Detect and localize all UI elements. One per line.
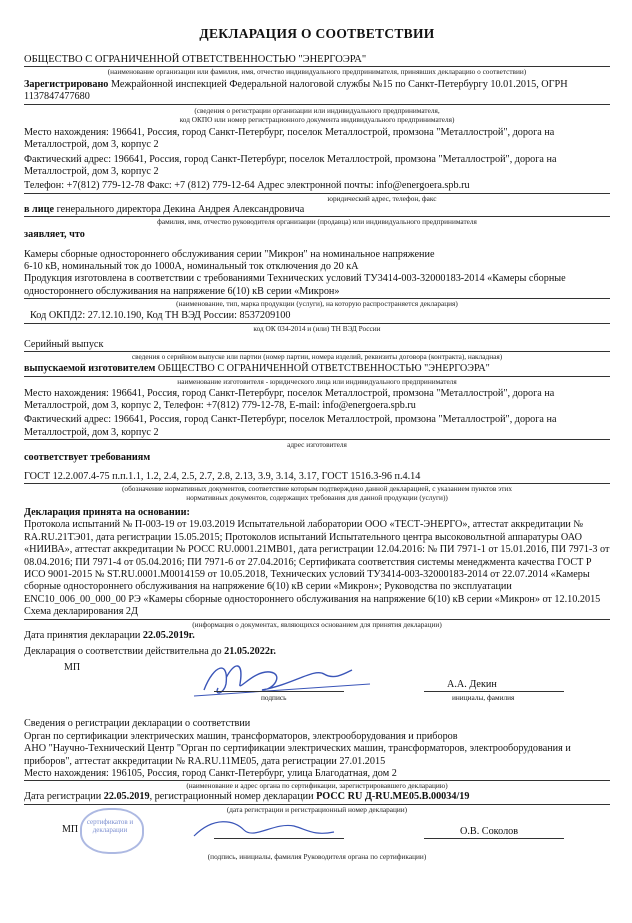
initials-line-1 (424, 691, 564, 692)
hint-manufacturer: наименование изготовителя - юридического лица или индивидуального предпринимателя (177, 376, 457, 386)
hint-head: (подпись, инициалы, фамилия Руководителя органа по сертификации) (207, 851, 427, 861)
standards-list: ГОСТ 12.2.007.4-75 п.п.1.1, 1.2, 2.4, 2.5, 2.7, 2.8, 2.13, 3.9, 3.14, 3.17, ГОСТ 1516.3-96 п.4.14 (24, 471, 610, 484)
complies-label: соответствует требованиям (24, 452, 151, 464)
hint-person: фамилия, имя, отчество руководителя организации (продавца) или индивидуального предпринимателя (157, 217, 477, 227)
signer-name-2: О.В. Соколов (460, 825, 519, 837)
registration-date-number: Дата регистрации 22.05.2019, регистрационный номер декларации РОСС RU Д-RU.МЕ05.В.00034/19 (24, 791, 610, 804)
acceptance-date: Дата принятия декларации 22.05.2019г. (24, 629, 195, 641)
signature-line-1 (214, 691, 344, 692)
hint-registration-1: (сведения о регистрации организации или индивидуального предпринимателя, (194, 105, 440, 115)
hint-reg-body: (наименование и адрес органа по сертификации, зарегистрировавшего декларацию) (186, 781, 448, 791)
signer-name-1: А.А. Декин (447, 679, 497, 691)
initials-line-2 (424, 838, 564, 839)
applicant-signature-block (24, 658, 610, 714)
hint-product: (наименование, тип, марка продукции (услуги), на которую распространяется декларация) (176, 299, 458, 309)
basis-text: Протокола испытаний № П-003-19 от 19.03.2019 Испытательной лаборатории ООО «ТЕСТ-ЭНЕРГО», аттестат аккредитации № RA.RU.21ТЭ01, дата регистрации 15.05.2015; Протоколов испытаний Испытательного центра высоковольтной аппаратуры ОАО «НИИВА», аттестат аккредитации № РОСС RU.0001.21МВ01, дата регистрации 12.04.2016: № ПИ 7971-1 от 15.01.2016, ПИ 7971-3 от 08.04.2016; ПИ 7971-4 от 05.04.2016; ПИ 7971-6 от 27.04.2016; Сертификата соответствия системы менеджмента качества ГОСТ Р ИСО 9001-2015 № ST.RU.0001.M0014159 от 10.05.2018, Технических условий ТУ3414-003-32000183-2014 от 22.07.2014 «Камеры сборные одностороннего обслуживания на напряжение 6(10) кВ серии «Микрон»; Руководства по эксплуатации ENC10_006_00_000_00 РЭ «Камеры сборные одностороннего обслуживания на напряжение 6(10) кВ серии «Микрон» от 12.10.2015 (24, 519, 610, 605)
applicant-location: Место нахождения: 196641, Россия, город Санкт-Петербург, поселок Металлострой, промзона "Металлострой", дорога на Металлострой, дом 3, корпус 2 (24, 126, 555, 151)
manufacturer-actual-address: Фактический адрес: 196641, Россия, город Санкт-Петербург, поселок Металлострой, промзона "Металлострой", дорога на Металлострой, дом 3, корпус 2 (24, 414, 610, 440)
stamp-text: сертификатов и декларации (86, 817, 134, 834)
applicant-actual-address: Фактический адрес: 196641, Россия, город Санкт-Петербург, поселок Металлострой, промзона "Металлострой", дорога на Металлострой, дом 3, корпус 2 (24, 153, 557, 178)
signature-line-2 (214, 838, 344, 839)
manufacturer-location: Место нахождения: 196641, Россия, город Санкт-Петербург, поселок Металлострой, промзона "Металлострой", дорога на Металлострой, дом 3, корпус 2, Телефон: +7(812) 779-12-78, E-mail: info@energoera.spb.ru (24, 387, 555, 411)
hint-applicant: (наименование организации или фамилия, имя, отчество индивидуального предпринимателя, принявших декларацию о соответствии) (107, 67, 527, 76)
hint-signature: подпись (261, 693, 287, 703)
registration-info: Зарегистрировано Межрайонной инспекцией Федеральной налоговой службы №15 по Санкт-Петербургу 10.01.2015, ОГРН 1137847477680 (24, 79, 610, 105)
signatory-person: в лице генерального директора Декина Андрея Александровича (24, 204, 610, 217)
hint-address: юридический адрес, телефон, факс (327, 193, 437, 203)
declaration-scheme: Схема декларирования 2Д (24, 606, 610, 619)
mp-label-2: МП (62, 823, 79, 835)
hint-serial: сведения о серийном выпуске или партии (номер партии, номера изделий, реквизиты договора (контракта), накладная) (131, 352, 503, 362)
hint-reg-date: (дата регистрации и регистрационный номер декларации) (226, 804, 408, 814)
reg-body-2: АНО "Научно-Технический Центр "Орган по сертификации электрических машин, трансформаторов, электрооборудования и приборов", аттестат аккредитации № RA.RU.11МЕ05, дата регистрации 27.01.2015 (24, 743, 571, 767)
serial-release: Серийный выпуск (24, 339, 610, 352)
validity-date: Декларация о соответствии действительна до 21.05.2022г. (24, 646, 276, 657)
basis-label: Декларация принята на основании: (24, 506, 190, 518)
reg-body-1: Орган по сертификации электрических машин, трансформаторов, электрооборудования и приборов (24, 730, 458, 742)
hint-manufacturer-address: адрес изготовителя (287, 440, 347, 450)
applicant-contacts: Телефон: +7(812) 779-12-78 Факс: +7 (812) 779-12-64 Адрес электронной почты: info@energoera.spb.ru (24, 180, 610, 193)
manufacturer: выпускаемой изготовителем ОБЩЕСТВО С ОГРАНИЧЕННОЙ ОТВЕТСТВЕННОСТЬЮ "ЭНЕРГОЭРА" (24, 363, 610, 376)
mp-label-1: МП (64, 662, 81, 674)
declares-label: заявляет, что (24, 229, 85, 241)
hint-basis: (информация о документах, являющихся основанием для принятия декларации) (192, 619, 442, 629)
reg-info-title: Сведения о регистрации декларации о соответствии (24, 718, 251, 730)
head-signature-block (24, 814, 610, 858)
hint-registration-2: код ОКПО или номер регистрационного документа индивидуального предпринимателя) (179, 114, 455, 124)
product-line-3: Продукция изготовлена в соответствии с требованиями Технических условий ТУ3414-003-32000183-2014 «Камеры сборные одностороннего обслуживания на напряжение 6(10) кВ серии «Микрон» (24, 273, 610, 299)
hint-initials: инициалы, фамилия (452, 693, 515, 703)
product-codes: Код ОКПД2: 27.12.10.190, Код ТН ВЭД России: 8537209100 (24, 310, 610, 323)
hint-standards-2: нормативных документов, содержащих требования для данной продукции (услуги)) (186, 492, 448, 502)
product-line-1: Камеры сборные одностороннего обслуживания серии "Микрон" на номинальное напряжение (24, 248, 435, 260)
document-title: ДЕКЛАРАЦИЯ О СООТВЕТСТВИИ (199, 26, 435, 41)
declaration-page (0, 26, 632, 923)
hint-codes: код ОК 034-2014 и (или) ТН ВЭД России (253, 323, 381, 333)
reg-body-location: Место нахождения: 196105, Россия, город Санкт-Петербург, улица Благодатная, дом 2 (24, 768, 610, 781)
applicant-name: ОБЩЕСТВО С ОГРАНИЧЕННОЙ ОТВЕТСТВЕННОСТЬЮ "ЭНЕРГОЭРА" (24, 54, 610, 67)
head-signature (174, 812, 344, 848)
hint-standards-1: (обозначение нормативных документов, соответствие которым подтверждено данной декларацией, с указанием пунктов этих (122, 483, 512, 493)
product-line-2: 6-10 кВ, номинальный ток до 1000А, номинальный ток отключения до 20 кА (24, 261, 359, 273)
